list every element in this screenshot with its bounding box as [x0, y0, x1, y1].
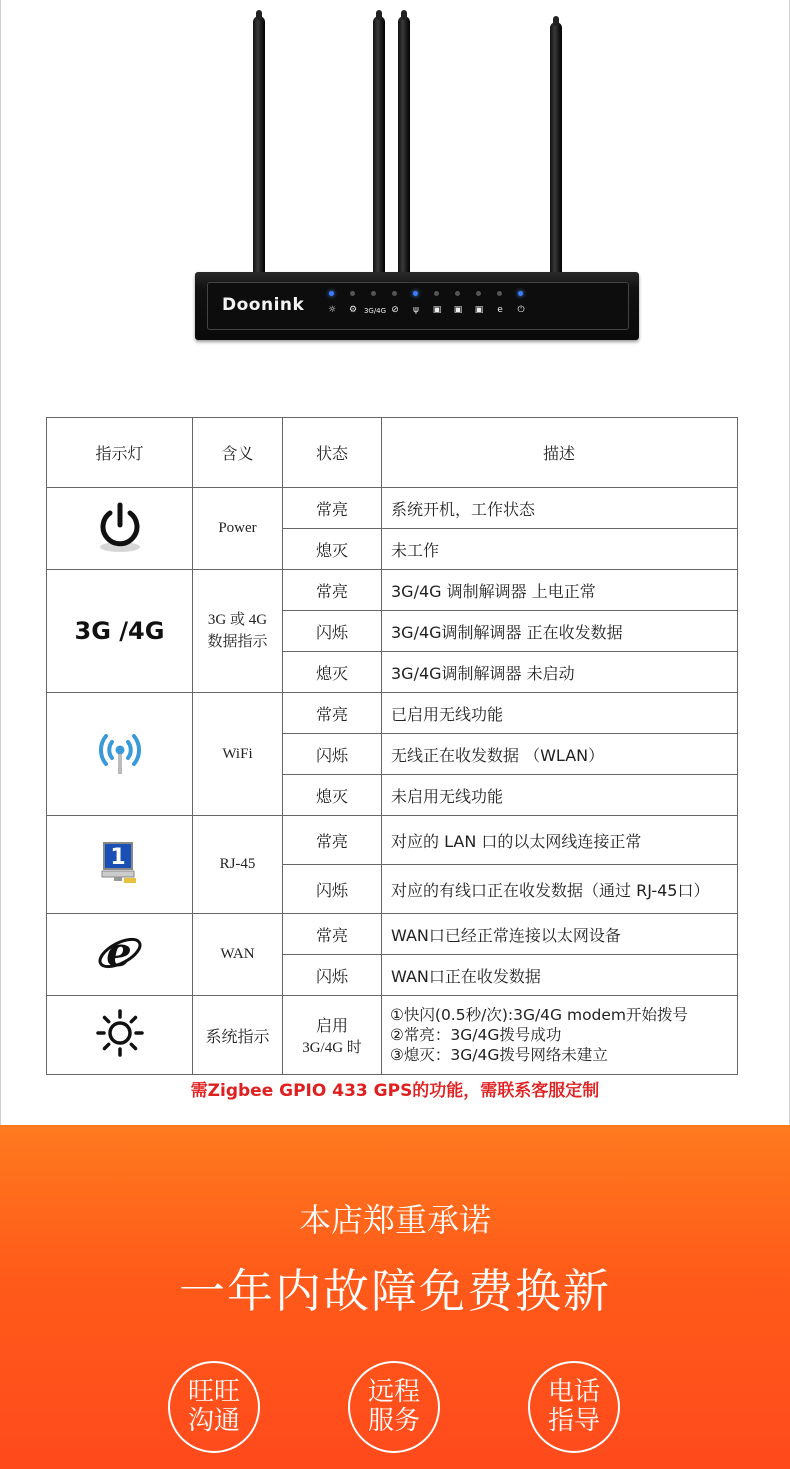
antenna	[373, 16, 385, 276]
table-row	[47, 488, 738, 529]
status-cell: 闪烁	[283, 865, 382, 914]
led	[371, 291, 376, 296]
wifi-meaning: WiFi	[193, 693, 283, 816]
lan-icon	[100, 841, 140, 885]
wangwang-chat-button[interactable]	[168, 1361, 260, 1453]
status-cell: 闪烁	[283, 611, 382, 652]
power-icon	[96, 501, 144, 553]
wifi-icon: ψ	[413, 305, 419, 315]
wifi-icon	[92, 726, 148, 778]
promise-banner	[0, 1125, 790, 1469]
3g4g-label: 3G/4G	[363, 307, 387, 315]
power-icon: ⏻	[517, 305, 525, 315]
description-cell: 3G/4G 调制解调器 上电正常	[382, 570, 738, 611]
table-row	[47, 914, 738, 955]
header-meaning: 含义	[193, 418, 283, 488]
sun-icon	[94, 1007, 146, 1059]
status-cell: 常亮	[283, 570, 382, 611]
status-cell: 常亮	[283, 693, 382, 734]
led-row	[323, 291, 623, 323]
wifi-icon-cell	[47, 693, 193, 816]
gear-icon: ⚙	[348, 305, 358, 315]
led	[392, 291, 397, 296]
description-cell: WAN口已经正常连接以太网设备	[382, 914, 738, 955]
description-cell: WAN口正在收发数据	[382, 955, 738, 996]
router-image	[0, 0, 790, 400]
system-meaning: 系统指示	[193, 996, 283, 1075]
description-cell: 3G/4G调制解调器 正在收发数据	[382, 611, 738, 652]
phone-guide-button[interactable]	[528, 1361, 620, 1453]
table-row	[47, 816, 738, 865]
table-row	[47, 693, 738, 734]
power-meaning: Power	[193, 488, 283, 570]
description-cell: 对应的有线口正在收发数据（通过 RJ-45口）	[382, 865, 738, 914]
header-status: 状态	[283, 418, 382, 488]
led	[350, 291, 355, 296]
modem-meaning-text: 3G 或 4G 数据指示	[207, 612, 268, 650]
status-cell: 常亮	[283, 816, 382, 865]
table-header-row	[47, 418, 738, 488]
led	[413, 291, 418, 296]
modem-icon-text: 3G /4G	[47, 570, 193, 693]
banner-subtitle: 本店郑重承诺	[298, 1201, 491, 1239]
button-label: 旺旺沟通	[187, 1377, 240, 1436]
antenna	[398, 16, 410, 276]
system-description-cell	[382, 996, 738, 1075]
system-desc-line: ②常亮：3G/4G拨号成功	[390, 1026, 562, 1044]
custom-feature-note: 需Zigbee GPIO 433 GPS的功能，需联系客服定制	[190, 1081, 600, 1101]
status-cell: 闪烁	[283, 955, 382, 996]
status-cell: 闪烁	[283, 734, 382, 775]
description-cell: 未工作	[382, 529, 738, 570]
sun-icon: ☼	[327, 305, 337, 315]
banner-title: 一年内故障免费换新	[179, 1264, 611, 1318]
modem-meaning	[193, 570, 283, 693]
status-cell: 熄灭	[283, 652, 382, 693]
description-cell: 无线正在收发数据 （WLAN）	[382, 734, 738, 775]
wan-icon: e	[497, 305, 503, 315]
antenna	[253, 16, 265, 276]
lan-meaning: RJ-45	[193, 816, 283, 914]
description-cell: 系统开机，工作状态	[382, 488, 738, 529]
system-status-line1: 启用	[315, 1016, 348, 1035]
status-cell: 熄灭	[283, 775, 382, 816]
header-description: 描述	[382, 418, 738, 488]
router-body	[195, 272, 639, 340]
indicator-table	[46, 417, 738, 1075]
router-front-panel	[207, 282, 629, 330]
remote-service-button[interactable]	[348, 1361, 440, 1453]
status-cell: 熄灭	[283, 529, 382, 570]
description-cell: 对应的 LAN 口的以太网线连接正常	[382, 816, 738, 865]
led	[497, 291, 502, 296]
lan-icon-digit: 1	[109, 844, 126, 870]
system-desc-line: ①快闪(0.5秒/次):3G/4G modem开始拨号	[390, 1006, 689, 1024]
description-cell: 3G/4G调制解调器 未启动	[382, 652, 738, 693]
system-status-cell	[283, 996, 382, 1075]
svg-text:e: e	[105, 928, 132, 976]
table-row	[47, 996, 738, 1075]
lan-icon-cell	[47, 816, 193, 914]
led	[476, 291, 481, 296]
power-icon-cell	[47, 488, 193, 570]
header-indicator: 指示灯	[47, 418, 193, 488]
led	[329, 291, 334, 296]
ie-icon	[96, 926, 144, 980]
lan-icon: ▣	[474, 305, 484, 315]
description-cell: 未启用无线功能	[382, 775, 738, 816]
lan-icon: ▣	[432, 305, 442, 315]
button-label: 电话指导	[547, 1377, 600, 1436]
status-cell: 常亮	[283, 488, 382, 529]
led	[518, 291, 523, 296]
antenna	[550, 22, 562, 276]
wan-meaning: WAN	[193, 914, 283, 996]
slash-icon: ⊘	[391, 305, 399, 315]
system-desc-line: ③熄灭：3G/4G拨号网络未建立	[390, 1046, 608, 1064]
button-label: 远程服务	[367, 1377, 420, 1436]
table-row	[47, 570, 738, 611]
lan-icon: ▣	[453, 305, 463, 315]
router-brand: Doonink	[222, 295, 305, 315]
led	[434, 291, 439, 296]
system-icon-cell	[47, 996, 193, 1075]
status-cell: 常亮	[283, 914, 382, 955]
led	[455, 291, 460, 296]
description-cell: 已启用无线功能	[382, 693, 738, 734]
system-status-line2: 3G/4G 时	[302, 1040, 362, 1056]
wan-icon-cell	[47, 914, 193, 996]
